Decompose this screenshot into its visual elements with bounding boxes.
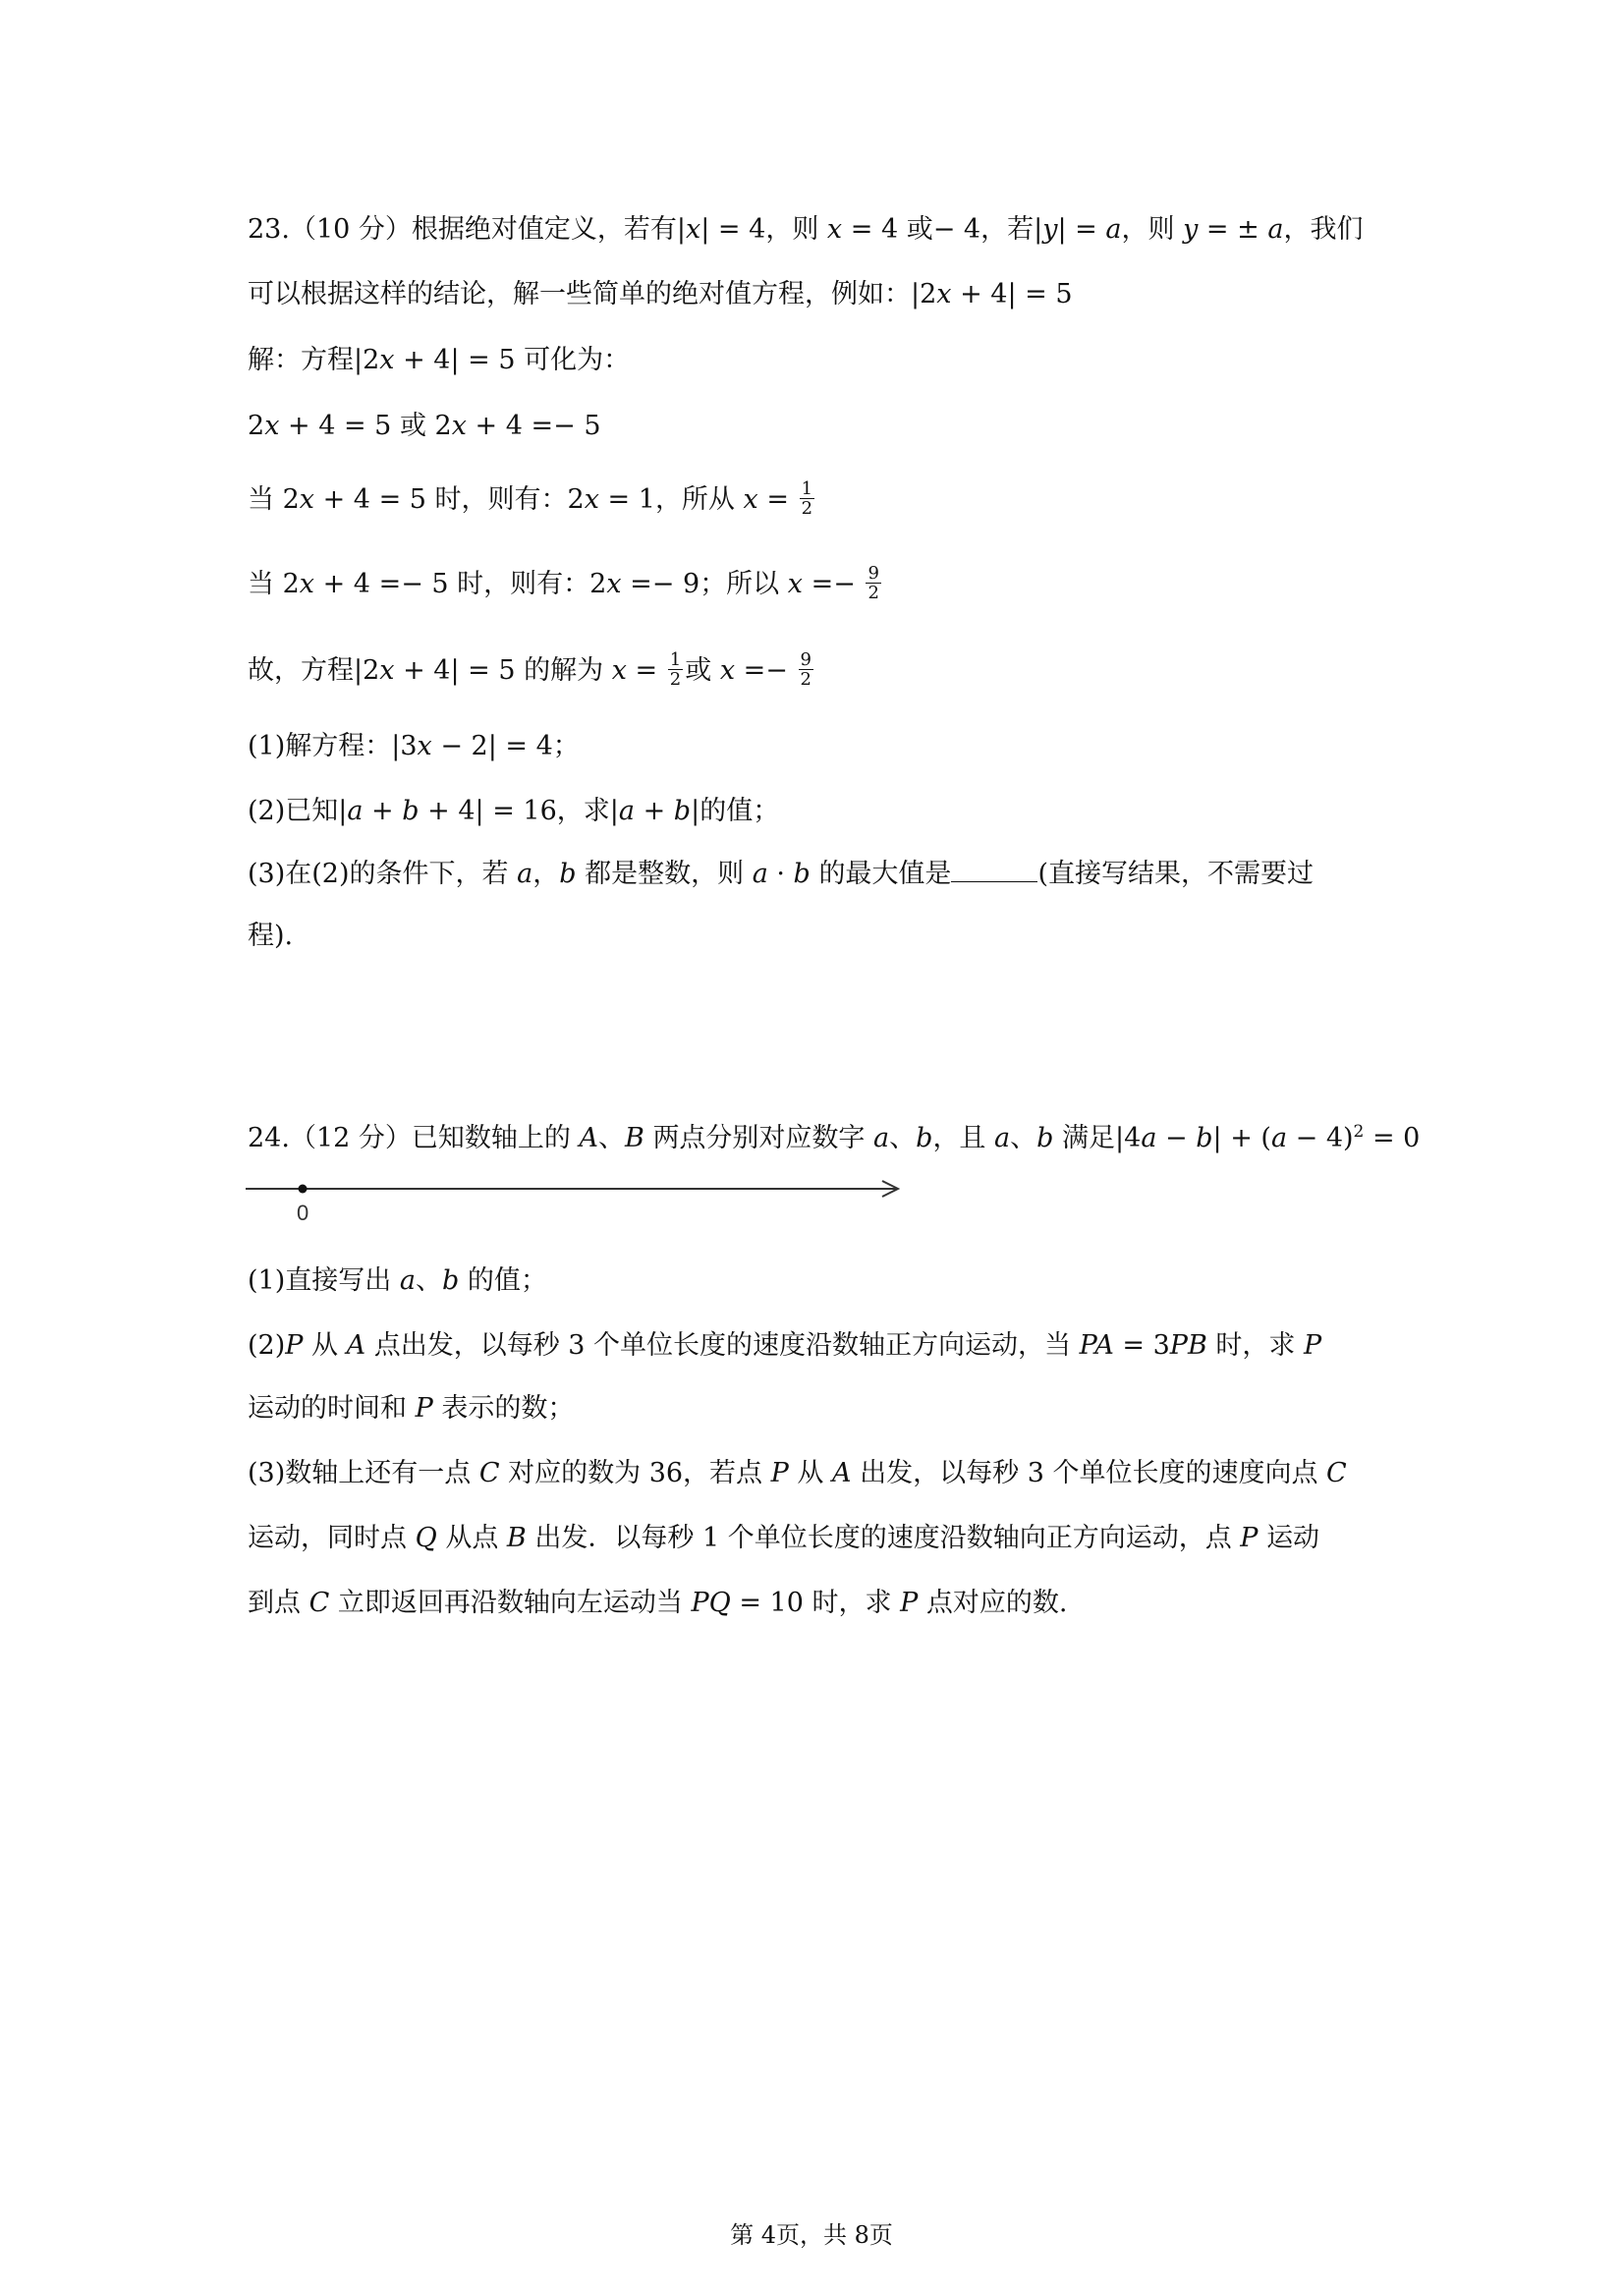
q24-part-2-cont: 运动的时间和 P 表示的数； xyxy=(248,1393,575,1424)
q24-part-1: (1)直接写出 a、b 的值； xyxy=(248,1265,547,1296)
q23-number: 23. xyxy=(248,214,290,245)
fraction-one-half: $\frac{1}{2}$ xyxy=(801,478,813,519)
q24-part-3: (3)数轴上还有一点 C 对应的数为 36，若点 P 从 A 出发，以每秒 3 个单位长度的速度向点 C xyxy=(248,1458,1347,1488)
q23-case-1: 当 2x + 4 = 5 时，则有：2x = 1，所从 x = $\frac{1}{2}$ xyxy=(248,478,813,519)
fraction-one-half: $\frac{1}{2}$ xyxy=(669,649,682,690)
q23-line-2: 可以根据这样的结论，解一些简单的绝对值方程，例如：|2x + 4| = 5 xyxy=(248,279,1073,309)
q23-split-equations: 2x + 4 = 5 或 2x + 4 =− 5 xyxy=(248,411,601,441)
origin-point xyxy=(299,1185,308,1194)
q24-number: 24. xyxy=(248,1123,290,1153)
q23-case-2: 当 2x + 4 =− 5 时，则有：2x =− 9；所以 x =− $\frac{9}{2}$ xyxy=(248,563,879,603)
q23-part-2: (2)已知|a + b + 4| = 16，求|a + b|的值； xyxy=(248,796,780,826)
q24-part-2: (2)P 从 A 点出发，以每秒 3 个单位长度的速度沿数轴正方向运动，当 PA = 3PB 时，求 P xyxy=(248,1330,1322,1361)
q23-part-3-cont: 程). xyxy=(248,921,294,951)
fraction-nine-halves: $\frac{9}{2}$ xyxy=(867,563,879,603)
q23-score: （10 分） xyxy=(289,214,412,245)
q23-part-1: (1)解方程：|3x − 2| = 4； xyxy=(248,731,580,761)
q24-line-1: 24.（12 分）已知数轴上的 A、B 两点分别对应数字 a、b，且 a、b 满足$|4a - b| + (a - 4)^2 = 0$ xyxy=(248,1122,1421,1153)
fraction-nine-halves: $\frac{9}{2}$ xyxy=(800,649,812,690)
q24-part-3-cont-2: 到点 C 立即返回再沿数轴向左运动当 PQ = 10 时，求 P 点对应的数. xyxy=(248,1588,1068,1618)
q24-score: （12 分） xyxy=(289,1123,412,1153)
number-line xyxy=(244,1169,912,1228)
q23-part-3: (3)在(2)的条件下，若 a，b 都是整数，则 a · b 的最大值是 (直接写结果，不需要过 xyxy=(248,859,1314,889)
answer-blank xyxy=(951,858,1037,882)
q23-line-1: 23.（10 分）根据绝对值定义，若有|x| = 4，则 x = 4 或− 4，若|y| = a，则 y = ± a，我们 xyxy=(248,214,1364,245)
q23-conclusion: 故，方程|2x + 4| = 5 的解为 x = $\frac{1}{2}$ 或 x =− $\frac{9}{2}$ xyxy=(248,649,812,690)
q23-solution-label: 解：方程|2x + 4| = 5 可化为： xyxy=(248,345,631,375)
page-footer: 第 4页，共 8页 xyxy=(730,2221,893,2249)
origin-label: 0 xyxy=(297,1201,309,1225)
q24-part-3-cont-1: 运动，同时点 Q 从点 B 出发．以每秒 1 个单位长度的速度沿数轴向正方向运动，点 P 运动 xyxy=(248,1523,1320,1553)
